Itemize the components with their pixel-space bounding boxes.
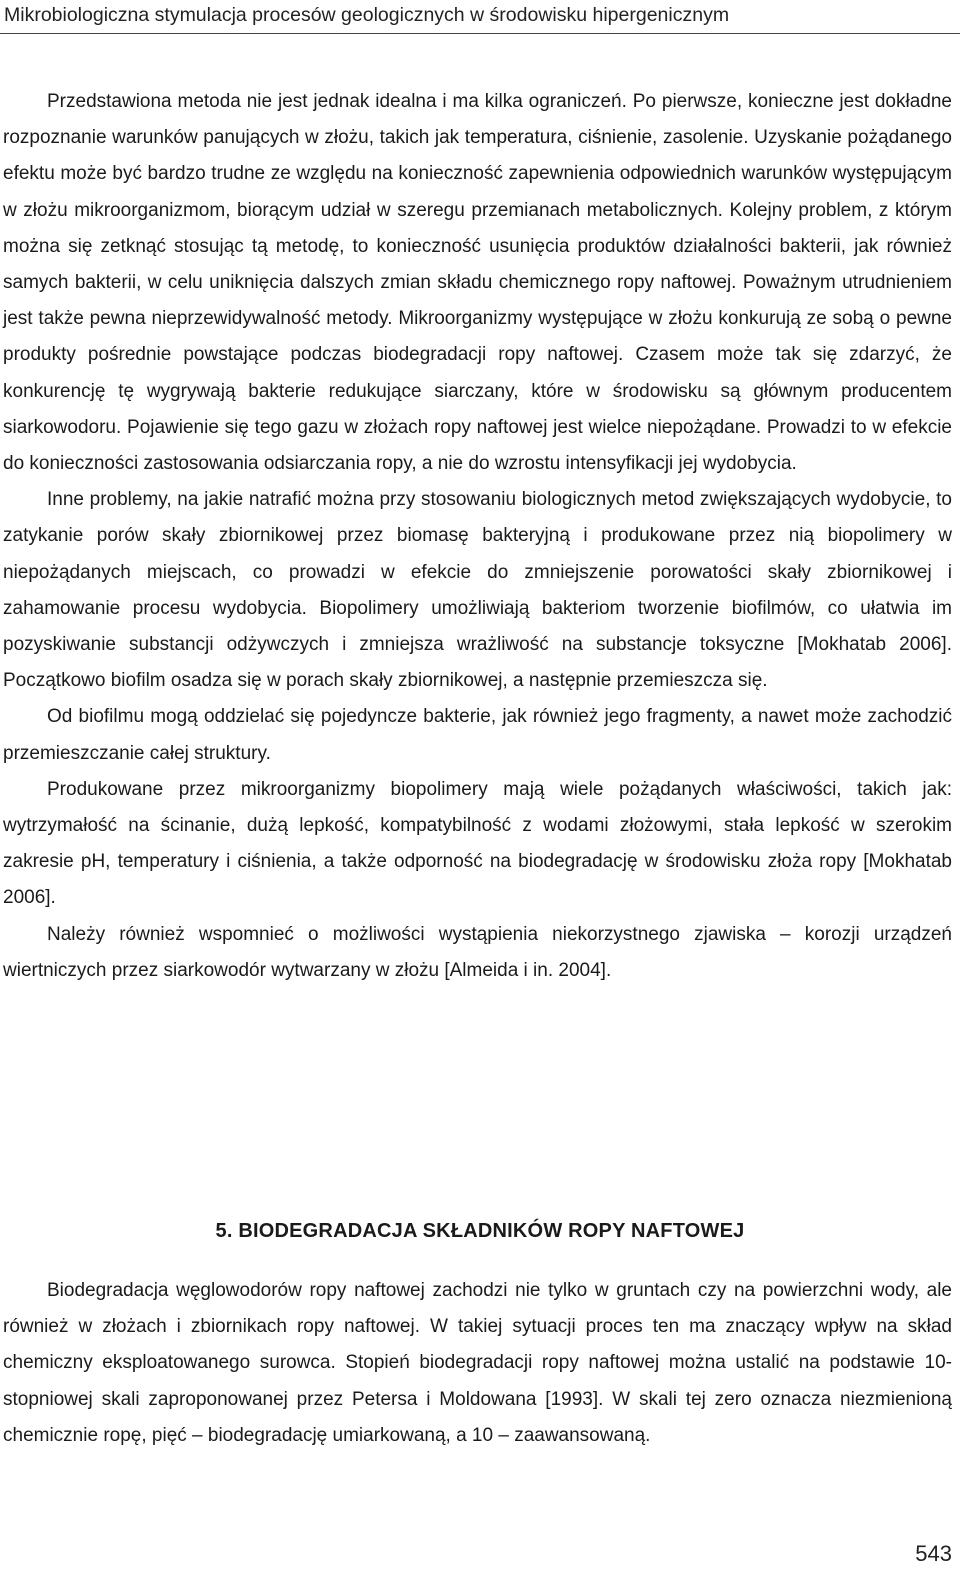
page-number: 543 <box>915 1541 952 1566</box>
paragraph-other-problems: Inne problemy, na jakie natrafić można przy stosowaniu biologicznych metod zwiększających wydobycie, to zatykanie porów skały zbiornikowej przez biomasę bakteryjną i produkowane przez nią biopolimery w niepożądanych miejscach, co prowadzi w efekcie do zmniejszenie porowatości skały zbiornikowej i zahamowanie procesu wydobycia. Biopolimery umożliwiają bakteriom tworzenie biofilmów, co ułatwia im pozyskiwanie substancji odżywczych i zmniejsza wrażliwość na substancje toksyczne [Mokhatab 2006]. Początkowo biofilm osadza się w porach skały zbiornikowej, a następnie przemieszcza się. <box>3 489 952 692</box>
running-header: Mikrobiologiczna stymulacja procesów geologicznych w środowisku hipergenicznym <box>4 4 730 26</box>
header-divider <box>0 33 960 34</box>
section-body <box>3 1273 952 1454</box>
section-heading: 5. BIODEGRADACJA SKŁADNIKÓW ROPY NAFTOWEJ <box>215 1220 745 1242</box>
paragraph-biopolymers: Produkowane przez mikroorganizmy biopolimery mają wiele pożądanych właściwości, takich jak: wytrzymałość na ścinanie, dużą lepkość, kompatybilność z wodami złożowymi, stała lepkość w szerokim zakresie pH, temperatury i ciśnienia, a także odporność na biodegradację w środowisku złoża ropy [Mokhatab 2006]. <box>3 778 952 909</box>
paragraph-corrosion: Należy również wspomnieć o możliwości wystąpienia niekorzystnego zjawiska – korozji urządzeń wiertniczych przez siarkowodór wytwarzany w złożu [Almeida i in. 2004]. <box>3 923 952 981</box>
paragraph-biofilm: Od biofilmu mogą oddzielać się pojedyncze bakterie, jak również jego fragmenty, a nawet może zachodzić przemieszczanie całej struktury. <box>3 706 952 764</box>
paragraph-biodegradation: Biodegradacja węglowodorów ropy naftowej zachodzi nie tylko w gruntach czy na powierzchni wody, ale również w złożach i zbiornikach ropy naftowej. W takiej sytuacji proces ten ma znaczący wpływ na skład chemiczny eksploatowanego surowca. Stopień biodegradacji ropy naftowej można ustalić na podstawie 10-stopniowej skali zaproponowanej przez Petersa i Moldowana [1993]. W skali tej zero oznacza niezmienioną chemicznie ropę, pięć – biodegradację umiarkowaną, a 10 – zaawansowaną. <box>3 1280 952 1446</box>
paragraph-limitations: Przedstawiona metoda nie jest jednak idealna i ma kilka ograniczeń. Po pierwsze, konieczne jest dokładne rozpoznanie warunków panujących w złożu, takich jak temperatura, ciśnienie, zasolenie. Uzyskanie pożądanego efektu może być bardzo trudne ze względu na konieczność zapewnienia odpowiednich warunków występującym w złożu mikroorganizmom, biorącym udział w szeregu przemianach metabolicznych. Kolejny problem, z którym można się zetknąć stosując tą metodę, to konieczność usunięcia produktów działalności bakterii, jak również samych bakterii, w celu uniknięcia dalszych zmian składu chemicznego ropy naftowej. Poważnym utrudnieniem jest także pewna nieprzewidywalność metody. Mikroorganizmy występujące w złożu konkurują ze sobą o pewne produkty pośrednie powstające podczas biodegradacji ropy naftowej. Czasem może tak się zdarzyć, że konkurencję tę wygrywają bakterie redukujące siarczany, które w środowisku są głównym producentem siarkowodoru. Pojawienie się tego gazu w złożach ropy naftowej jest wielce niepożądane. Prowadzi to w efekcie do konieczności zastosowania odsiarczania ropy, a nie do wzrostu intensyfikacji jej wydobycia. <box>3 91 952 475</box>
body-text <box>3 84 952 989</box>
